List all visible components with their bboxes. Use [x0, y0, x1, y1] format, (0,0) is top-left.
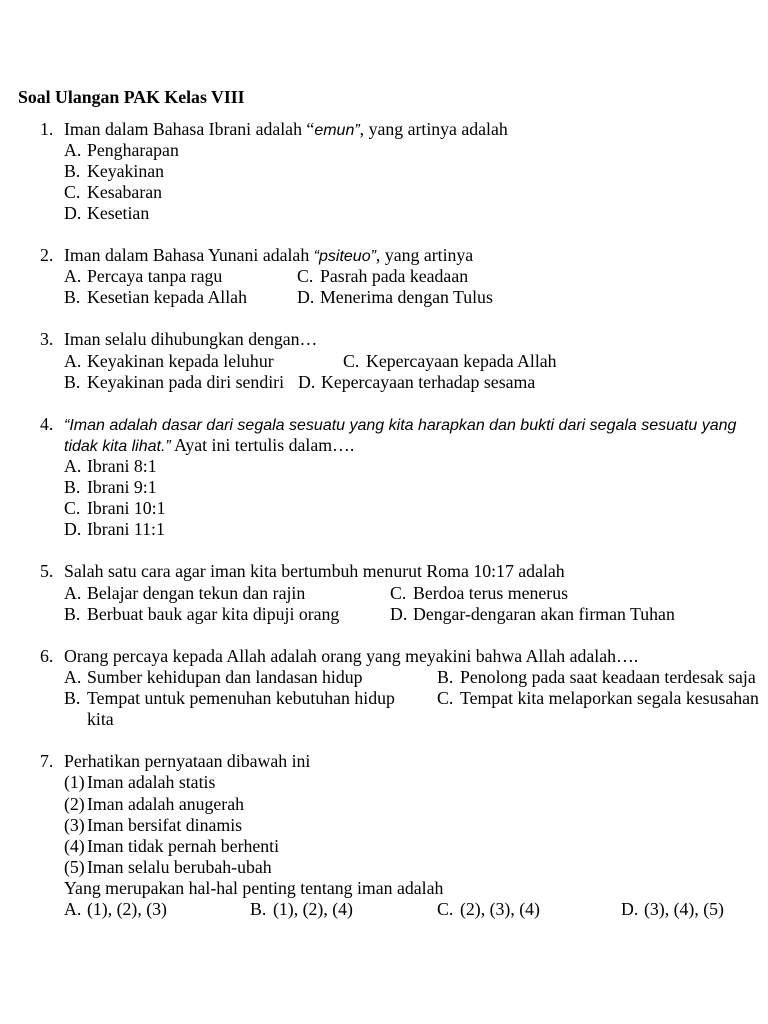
option-label: B. [64, 371, 81, 392]
option-text: Kepercayaan terhadap sesama [321, 371, 536, 392]
question-stem: Orang percaya kepada Allah adalah orang yang meyakini bahwa Allah adalah…. [64, 645, 639, 666]
option-row [64, 372, 768, 393]
option-label: A. [64, 898, 82, 919]
question-quote [64, 414, 768, 435]
statement-1 [64, 772, 215, 793]
question-prompt: Yang merupakan hal-hal penting tentang iman adalah [64, 877, 444, 898]
option-label: A. [64, 582, 82, 603]
option-a [64, 456, 157, 477]
question-number: 4. [40, 413, 54, 434]
statement-label: (4) [64, 835, 85, 856]
option-row [64, 287, 768, 308]
option-b [64, 688, 395, 709]
option-a [64, 899, 167, 920]
question-stem: Iman selalu dihubungkan dengan… [64, 329, 318, 350]
option-b [64, 477, 157, 498]
option-c [343, 351, 557, 372]
option-text: Kepercayaan kepada Allah [366, 350, 557, 371]
stem-term: “psiteuo” [313, 248, 376, 266]
option-d [390, 604, 675, 625]
option-text: Keyakinan kepada leluhur [87, 350, 274, 371]
option-text: Percaya tanpa ragu [87, 266, 223, 287]
question-number: 3. [40, 329, 54, 350]
option-text: Kesetian [87, 202, 150, 223]
option-row [64, 709, 768, 730]
option-text: Kesabaran [87, 181, 163, 202]
question-number: 7. [40, 751, 54, 772]
option-text: (1), (2), (3) [87, 898, 167, 919]
option-label: C. [437, 898, 454, 919]
option-label: B. [64, 160, 81, 181]
option-b [64, 161, 164, 182]
statement-row [64, 836, 768, 857]
option-label: C. [343, 350, 360, 371]
question-stem [64, 119, 768, 140]
question-number: 2. [40, 245, 54, 266]
question-stem: Salah satu cara agar iman kita bertumbuh menurut Roma 10:17 adalah [64, 561, 565, 582]
option-text: Belajar dengan tekun dan rajin [87, 582, 306, 603]
option-c [437, 688, 759, 709]
statement-3 [64, 815, 242, 836]
stem-text: Ayat ini tertulis dalam…. [170, 434, 355, 455]
stem-text: Iman dalam Bahasa Ibrani adalah “ [64, 118, 315, 139]
question-quote [64, 435, 768, 456]
question-1 [0, 119, 768, 224]
stem-text: , yang artinya [375, 245, 474, 266]
option-row [64, 604, 768, 625]
statement-5 [64, 857, 272, 878]
stem-text: Iman dalam Bahasa Yunani adalah [64, 245, 314, 266]
option-label: A. [64, 139, 82, 160]
option-label: D. [621, 898, 639, 919]
option-row [64, 351, 768, 372]
statement-text: Iman adalah statis [87, 772, 216, 793]
option-label: B. [64, 477, 81, 498]
option-text: Sumber kehidupan dan landasan hidup [87, 666, 363, 687]
option-label: D. [298, 371, 316, 392]
quote-text: tidak kita lihat.” [64, 437, 171, 455]
statement-row [64, 815, 768, 836]
stem-term: emun” [314, 121, 360, 139]
option-label: C. [64, 181, 81, 202]
option-label: C. [437, 688, 454, 709]
option-label: A. [64, 456, 82, 476]
question-6 [0, 646, 768, 730]
option-text: Ibrani 9:1 [87, 477, 157, 498]
option-text: Menerima dengan Tulus [320, 287, 493, 308]
option-row [64, 477, 768, 498]
option-text: Penolong pada saat keadaan terdesak saja [460, 666, 756, 687]
option-label: A. [64, 350, 82, 371]
question-4 [0, 414, 768, 541]
option-a [64, 351, 274, 372]
option-text: (1), (2), (4) [273, 898, 353, 919]
question-stem: Perhatikan pernyataan dibawah ini [64, 751, 311, 772]
option-text: Kesetian kepada Allah [87, 287, 247, 308]
question-7 [0, 751, 768, 920]
option-text: Berdoa terus menerus [413, 582, 569, 603]
statement-row [64, 794, 768, 815]
question-list [0, 119, 768, 942]
option-text: (3), (4), (5) [644, 898, 724, 919]
option-text: Keyakinan [87, 160, 165, 181]
statement-4 [64, 836, 279, 857]
document-title: Soal Ulangan PAK Kelas VIII [18, 87, 245, 107]
option-label: B. [437, 666, 454, 687]
question-5 [0, 561, 768, 624]
option-c [390, 583, 568, 604]
option-label: B. [64, 287, 81, 308]
option-text: Pasrah pada keadaan [320, 266, 469, 287]
option-row [64, 203, 768, 224]
option-a [64, 266, 222, 287]
option-c [297, 266, 468, 287]
option-text: Ibrani 11:1 [87, 519, 165, 540]
option-label: B. [64, 688, 81, 709]
question-2 [0, 245, 768, 308]
option-row [64, 498, 768, 519]
option-text: Pengharapan [87, 139, 179, 160]
option-label: C. [64, 498, 81, 519]
option-text: Ibrani 8:1 [87, 456, 157, 476]
statement-row [64, 857, 768, 878]
statement-row [64, 772, 768, 793]
option-c [64, 498, 166, 519]
option-label: D. [64, 202, 82, 223]
option-row [64, 899, 768, 920]
option-b [250, 899, 353, 920]
option-label: C. [297, 266, 314, 287]
option-label: A. [64, 266, 82, 287]
statement-text: Iman bersifat dinamis [87, 814, 243, 835]
option-row [64, 688, 768, 709]
option-b [64, 604, 339, 625]
option-label: D. [64, 519, 82, 540]
question-stem [64, 245, 768, 266]
option-b [64, 372, 284, 393]
option-text: Dengar-dengaran akan firman Tuhan [413, 603, 675, 624]
quote-text: “Iman adalah dasar dari segala sesuatu yang kita harapkan dan bukti dari segala sesuatu yang [64, 416, 737, 434]
question-3 [0, 329, 768, 392]
option-a [64, 583, 305, 604]
question-number: 5. [40, 561, 54, 582]
option-row [64, 161, 768, 182]
option-row [64, 519, 768, 540]
option-row [64, 182, 768, 203]
option-text-continuation: kita [87, 709, 114, 730]
option-text: (2), (3), (4) [460, 898, 540, 919]
option-text: Ibrani 10:1 [87, 498, 166, 519]
statement-label: (3) [64, 814, 85, 835]
question-number: 1. [40, 118, 54, 139]
option-row [64, 266, 768, 287]
statement-label: (1) [64, 772, 85, 793]
option-b [437, 667, 756, 688]
statement-text: Iman adalah anugerah [87, 793, 244, 814]
option-d [64, 203, 149, 224]
option-text: Keyakinan pada diri sendiri [87, 371, 285, 392]
option-text: Berbuat bauk agar kita dipuji orang [87, 603, 340, 624]
option-a [64, 667, 363, 688]
option-row [64, 456, 768, 477]
option-d [64, 519, 165, 540]
option-label: B. [64, 603, 81, 624]
statement-text: Iman tidak pernah berhenti [87, 835, 280, 856]
statement-label: (2) [64, 793, 85, 814]
option-label: D. [390, 603, 408, 624]
option-label: C. [390, 582, 407, 603]
option-row [64, 667, 768, 688]
statement-2 [64, 794, 244, 815]
option-d [298, 372, 535, 393]
option-text: Tempat kita melaporkan segala kesusahan [460, 688, 759, 709]
question-number: 6. [40, 645, 54, 666]
option-label: D. [297, 287, 315, 308]
option-row [64, 140, 768, 161]
statement-label: (5) [64, 856, 85, 877]
option-c [437, 899, 540, 920]
stem-text: , yang artinya adalah [359, 118, 508, 139]
option-label: B. [250, 898, 267, 919]
option-label: A. [64, 666, 82, 687]
option-c [64, 182, 162, 203]
option-d [297, 287, 493, 308]
statement-text: Iman selalu berubah-ubah [87, 856, 272, 877]
option-text: Tempat untuk pemenuhan kebutuhan hidup [87, 688, 395, 709]
option-a [64, 140, 179, 161]
option-d [621, 899, 724, 920]
option-row [64, 583, 768, 604]
option-b [64, 287, 247, 308]
